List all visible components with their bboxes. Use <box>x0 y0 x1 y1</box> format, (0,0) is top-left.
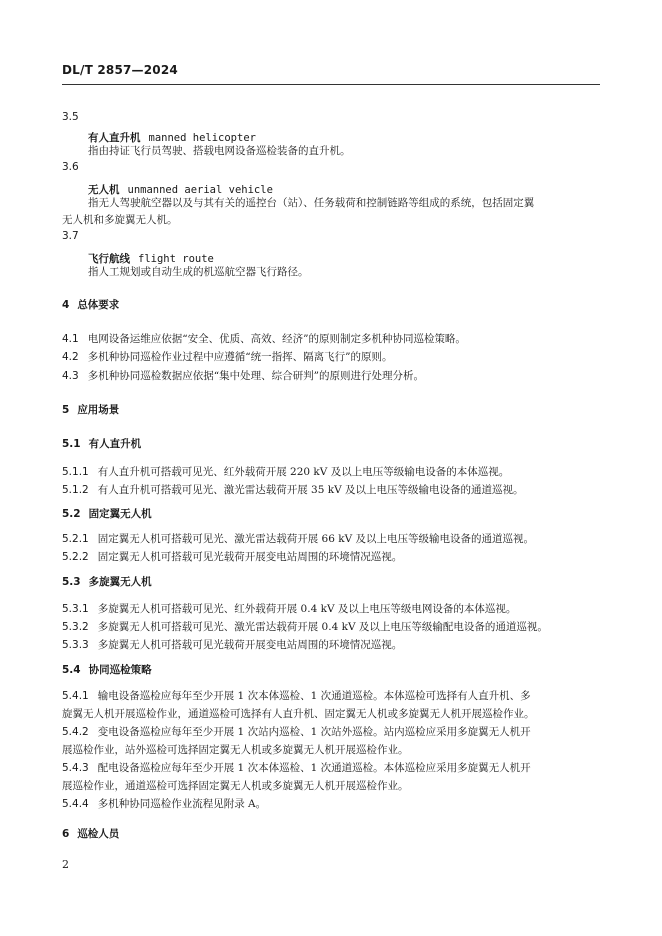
section-number: 4 <box>62 299 70 311</box>
subsection-title: 多旋翼无人机 <box>88 576 152 588</box>
clause-text: 多旋翼无人机可搭载可见光、红外载荷开展 0.4 kV 及以上电压等级电网设备的本体巡视。 <box>97 603 517 615</box>
subsection-heading <box>62 506 152 521</box>
subsection-title: 固定翼无人机 <box>88 508 152 520</box>
clause-number: 5.2.1 <box>62 533 89 545</box>
clause-text: 输电设备巡检应每年至少开展 1 次本体巡检、1 次通道巡检。本体巡检可选择有人直升机、多 <box>97 690 531 702</box>
term-zh: 飞行航线 <box>88 253 130 265</box>
term-en: flight route <box>138 253 214 265</box>
clause-number: 4.2 <box>62 351 79 363</box>
section-title: 应用场景 <box>77 404 120 416</box>
clause-text: 多机种协同巡检作业流程见附录 A。 <box>97 798 267 810</box>
clause <box>62 796 266 811</box>
clause <box>62 482 524 497</box>
clause-number: 5.3.2 <box>62 621 89 633</box>
section-title: 总体要求 <box>77 299 120 311</box>
term-definition: 指由持证飞行员驾驶、搭载电网设备巡检装备的直升机。 <box>88 145 351 157</box>
section-title: 巡检人员 <box>77 828 120 840</box>
term-en: manned helicopter <box>148 132 256 144</box>
clause-number: 3.7 <box>62 230 79 242</box>
subsection-number: 5.1 <box>62 438 81 450</box>
clause <box>62 619 548 634</box>
section-number: 6 <box>62 828 70 840</box>
clause-text: 展巡检作业，站外巡检可选择固定翼无人机或多旋翼无人机开展巡检作业。 <box>62 744 409 756</box>
clause-number: 3.5 <box>62 111 79 123</box>
subsection-title: 有人直升机 <box>88 438 142 450</box>
subsection-number: 5.2 <box>62 508 81 520</box>
clause-text: 多机种协同巡检作业过程中应遵循“统一指挥、隔离飞行”的原则。 <box>87 351 393 363</box>
clause <box>62 349 392 364</box>
term-zh: 有人直升机 <box>88 132 141 144</box>
subsection-number: 5.3 <box>62 576 81 588</box>
clause <box>62 760 531 775</box>
clause <box>62 637 402 652</box>
section-heading <box>62 297 119 312</box>
clause-number: 4.1 <box>62 333 79 345</box>
clause-text: 展巡检作业，通道巡检可选择固定翼无人机或多旋翼无人机开展巡检作业。 <box>62 780 409 792</box>
clause-number: 5.4.4 <box>62 798 89 810</box>
clause-text: 有人直升机可搭载可见光、激光雷达载荷开展 35 kV 及以上电压等级输电设备的通道巡视。 <box>97 484 524 496</box>
section-number: 5 <box>62 404 70 416</box>
clause-number: 5.3.3 <box>62 639 89 651</box>
clause <box>62 549 402 564</box>
clause <box>62 688 531 703</box>
term-definition: 无人机和多旋翼无人机。 <box>62 214 178 226</box>
clause <box>62 531 534 546</box>
clause-number: 5.4.1 <box>62 690 89 702</box>
term-definition: 指无人驾驶航空器以及与其有关的遥控台（站）、任务载荷和控制链路等组成的系统，包括固定翼 <box>88 197 535 209</box>
clause-text: 多机种协同巡检数据应依据“集中处理、综合研判”的原则进行处理分析。 <box>87 370 424 382</box>
clause-text: 多旋翼无人机可搭载可见光载荷开展变电站周围的环境情况巡视。 <box>97 639 403 651</box>
clause <box>62 464 509 479</box>
header-rule <box>62 84 600 85</box>
clause-text: 电网设备运维应依据“安全、优质、高效、经济”的原则制定多机种协同巡检策略。 <box>87 333 466 345</box>
clause-text: 变电设备巡检应每年至少开展 1 次站内巡检、1 次站外巡检。站内巡检应采用多旋翼无人机开 <box>97 726 531 738</box>
clause-text: 旋翼无人机开展巡检作业，通道巡检可选择有人直升机、固定翼无人机或多旋翼无人机开展巡检作业。 <box>62 708 535 720</box>
subsection-title: 协同巡检策略 <box>88 664 152 676</box>
clause-text: 有人直升机可搭载可见光、红外载荷开展 220 kV 及以上电压等级输电设备的本体巡视。 <box>97 466 510 478</box>
section-heading <box>62 402 119 417</box>
clause-number: 5.1.2 <box>62 484 89 496</box>
clause <box>62 724 531 739</box>
clause-text: 固定翼无人机可搭载可见光、激光雷达载荷开展 66 kV 及以上电压等级输电设备的通道巡视。 <box>97 533 535 545</box>
term-en: unmanned aerial vehicle <box>127 184 273 196</box>
clause-number: 5.1.1 <box>62 466 89 478</box>
clause-text: 多旋翼无人机可搭载可见光、激光雷达载荷开展 0.4 kV 及以上电压等级输配电设备的通道巡视。 <box>97 621 548 633</box>
clause-text: 固定翼无人机可搭载可见光载荷开展变电站周围的环境情况巡视。 <box>97 551 403 563</box>
clause-number: 4.3 <box>62 370 79 382</box>
page-number: 2 <box>62 858 69 871</box>
section-heading <box>62 826 119 841</box>
clause-number: 5.2.2 <box>62 551 89 563</box>
clause-number: 3.6 <box>62 161 79 173</box>
clause-text: 配电设备巡检应每年至少开展 1 次本体巡检、1 次通道巡检。本体巡检应采用多旋翼无人机开 <box>97 762 531 774</box>
clause <box>62 601 516 616</box>
clause-number: 5.3.1 <box>62 603 89 615</box>
term-zh: 无人机 <box>88 184 120 196</box>
clause-number: 5.4.3 <box>62 762 89 774</box>
clause <box>62 331 466 346</box>
subsection-number: 5.4 <box>62 664 81 676</box>
subsection-heading <box>62 436 141 451</box>
subsection-heading <box>62 662 152 677</box>
standard-id: DL/T 2857—2024 <box>62 63 178 77</box>
subsection-heading <box>62 574 152 589</box>
term-definition: 指人工规划或自动生成的机巡航空器飞行路径。 <box>88 266 309 278</box>
clause <box>62 368 424 383</box>
clause-number: 5.4.2 <box>62 726 89 738</box>
